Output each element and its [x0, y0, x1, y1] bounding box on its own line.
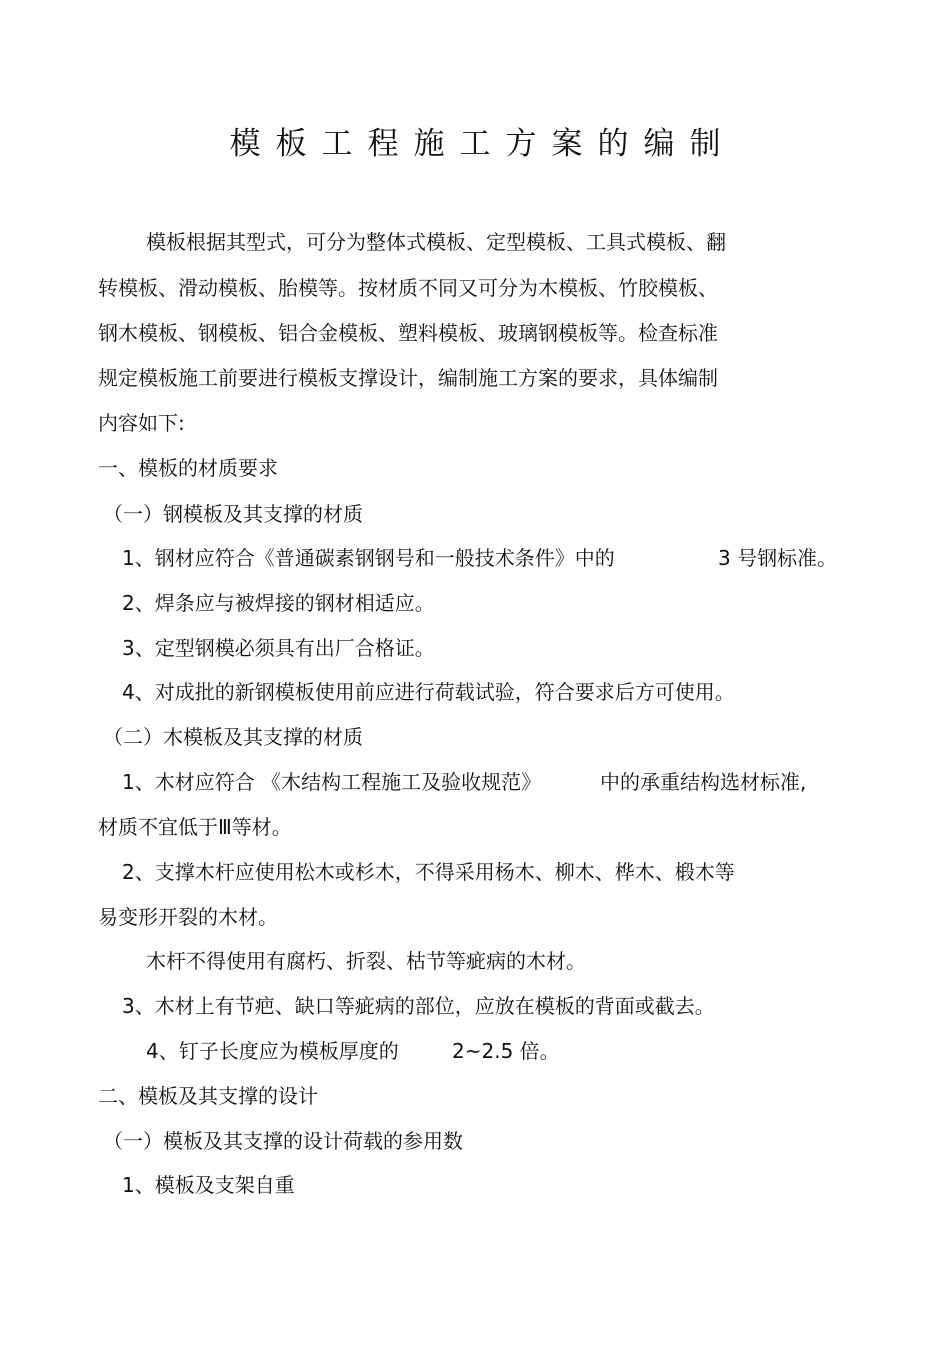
item-1-2-2-part-a: 2、支撑木杆应使用松木或杉木，不得采用杨木、柳木、桦木、椴木等: [122, 860, 735, 884]
intro-line-4: 规定模板施工前要进行模板支撑设计，编制施工方案的要求，具体编制: [98, 366, 718, 390]
item-1-2-1-part-b: 中的承重结构选材标准,: [600, 770, 807, 794]
section-2-heading: 二、模板及其支撑的设计: [98, 1084, 318, 1108]
intro-line-3: 钢木模板、钢模板、铝合金模板、塑料模板、玻璃钢模板等。检查标准: [98, 321, 718, 345]
item-1-2-4-part-b: 2~2.5 倍。: [452, 1039, 560, 1063]
item-1-1-1-part-a: 1、钢材应符合《普通碳素钢钢号和一般技术条件》中的: [122, 546, 615, 570]
item-1-1-2: 2、焊条应与被焊接的钢材相适应。: [122, 591, 435, 615]
document-title: 模板工程施工方案的编制: [229, 126, 736, 162]
item-1-2-4-part-a: 4、钉子长度应为模板厚度的: [146, 1039, 399, 1063]
item-1-1-1-part-b: 3 号钢标准。: [718, 546, 838, 570]
item-1-2-2-part-b: 易变形开裂的木材。: [98, 905, 278, 929]
intro-line-5: 内容如下:: [98, 411, 185, 435]
item-1-2-1-part-c: 材质不宜低于Ⅲ等材。: [98, 815, 292, 839]
item-1-2-2-part-c: 木杆不得使用有腐朽、折裂、枯节等疵病的木材。: [146, 949, 586, 973]
item-1-2-1-part-a: 1、木材应符合 《木结构工程施工及验收规范》: [122, 770, 542, 794]
item-1-1-4: 4、对成批的新钢模板使用前应进行荷载试验，符合要求后方可使用。: [122, 680, 735, 704]
item-1-2-3: 3、木材上有节疤、缺口等疵病的部位，应放在模板的背面或截去。: [122, 994, 715, 1018]
item-2-1-1: 1、模板及支架自重: [122, 1173, 295, 1197]
subsection-1-1-heading: （一）钢模板及其支撑的材质: [103, 502, 363, 526]
subsection-2-1-heading: （一）模板及其支撑的设计荷载的参用数: [103, 1129, 463, 1153]
item-1-1-3: 3、定型钢模必须具有出厂合格证。: [122, 636, 435, 660]
intro-line-2: 转模板、滑动模板、胎模等。按材质不同又可分为木模板、竹胶模板、: [98, 276, 718, 300]
section-1-heading: 一、模板的材质要求: [98, 456, 278, 480]
subsection-1-2-heading: （二）木模板及其支撑的材质: [103, 725, 363, 749]
intro-line-1: 模板根据其型式，可分为整体式模板、定型模板、工具式模板、翻: [146, 230, 726, 254]
